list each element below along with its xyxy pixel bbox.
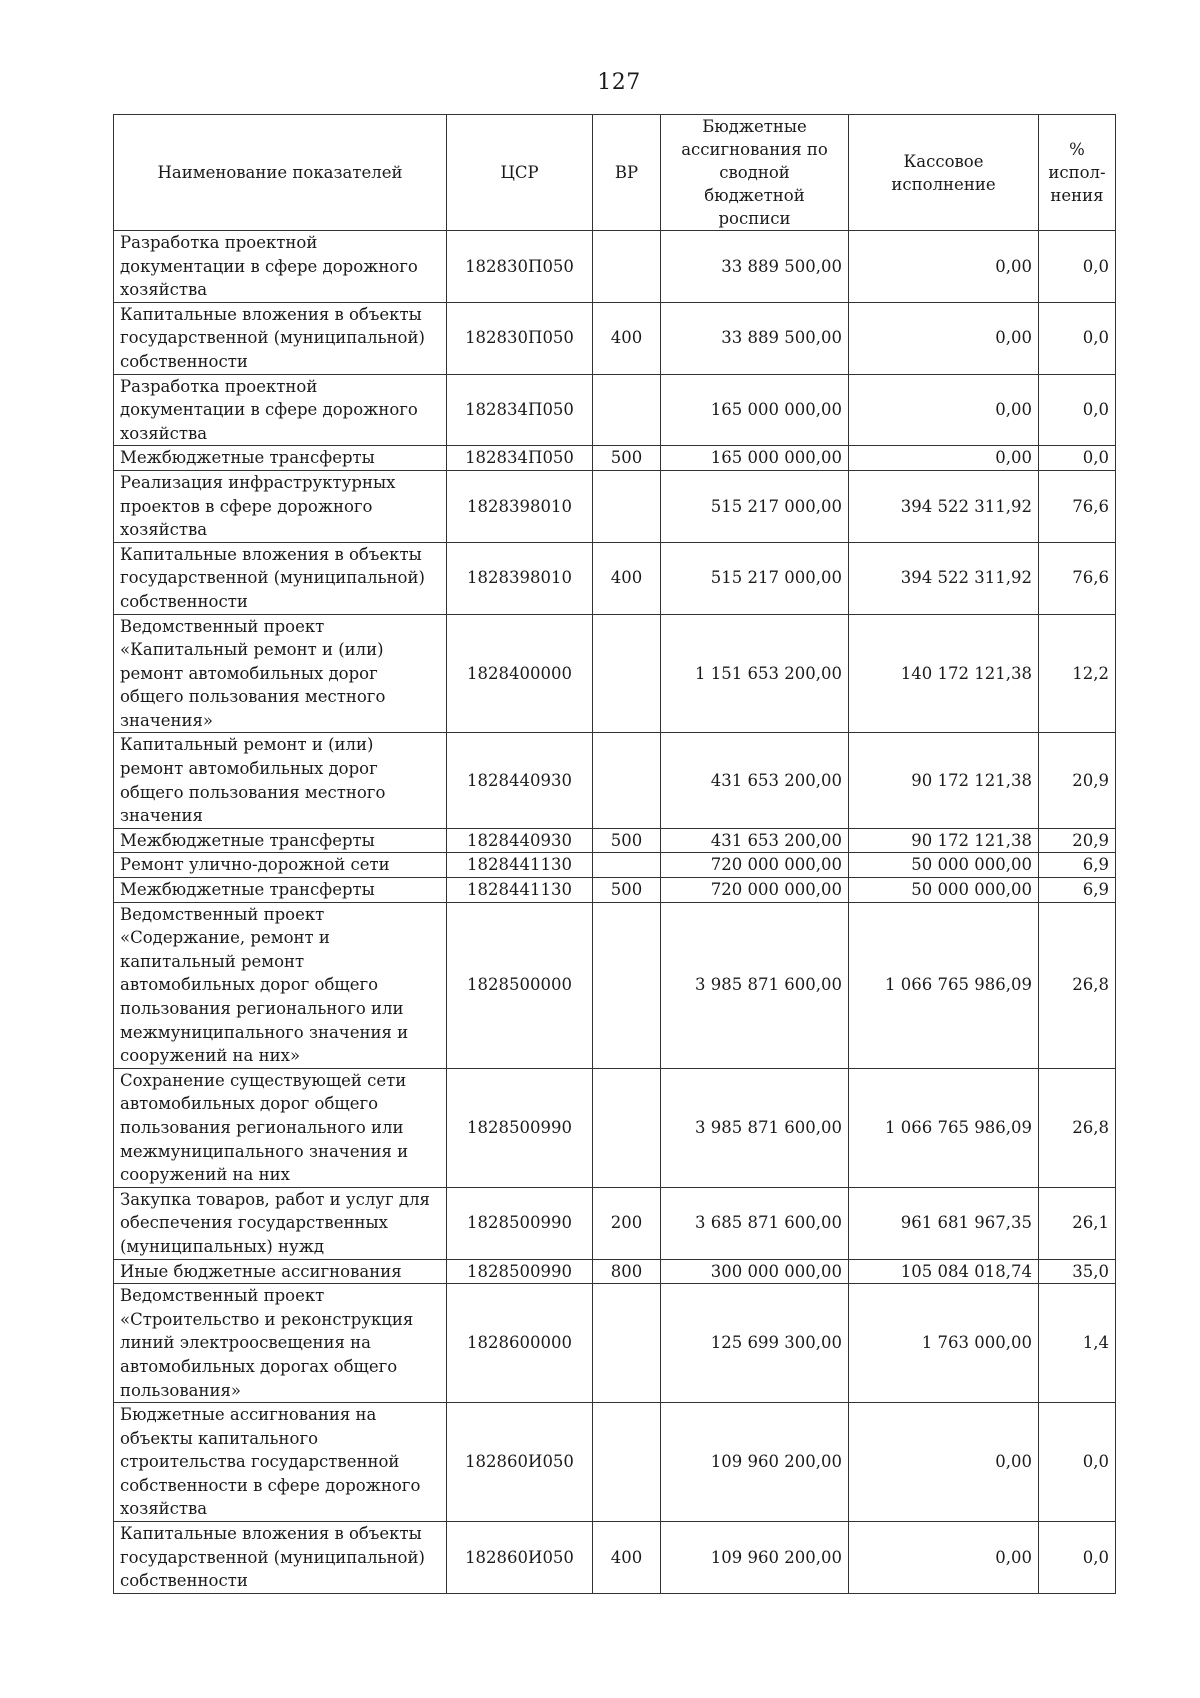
row-percent: 6,9: [1039, 853, 1116, 878]
row-budget: 3 685 871 600,00: [661, 1187, 849, 1259]
row-csr: 1828500990: [447, 1259, 593, 1284]
row-name: [114, 231, 447, 303]
row-name: [114, 1284, 447, 1403]
table-header: [114, 115, 1116, 231]
row-percent: 20,9: [1039, 733, 1116, 828]
row-csr: 182834П050: [447, 374, 593, 446]
table-row: [114, 446, 1116, 471]
table-row: [114, 828, 1116, 853]
row-csr: 1828441130: [447, 878, 593, 903]
row-budget: 33 889 500,00: [661, 302, 849, 374]
row-name-line: пользования»: [120, 1380, 241, 1400]
row-name-line: «Содержание, ремонт и: [120, 928, 330, 948]
row-name-line: Иные бюджетные ассигнования: [120, 1261, 402, 1281]
row-name-line: собственности: [120, 1571, 248, 1591]
row-cash: 1 066 765 986,09: [849, 1068, 1039, 1187]
row-cash: 0,00: [849, 446, 1039, 471]
header-name: Наименование показателей: [114, 115, 447, 231]
row-csr: 1828398010: [447, 542, 593, 614]
row-budget: 720 000 000,00: [661, 878, 849, 903]
row-name-line: собственности в сфере дорожного: [120, 1475, 421, 1495]
row-name-line: значения: [120, 806, 203, 826]
row-percent: 26,1: [1039, 1187, 1116, 1259]
row-cash: 0,00: [849, 302, 1039, 374]
row-csr: 1828398010: [447, 470, 593, 542]
row-name-line: линий электроосвещения на: [120, 1333, 371, 1353]
row-name-line: хозяйства: [120, 423, 208, 443]
table-row: [114, 374, 1116, 446]
row-percent: 26,8: [1039, 902, 1116, 1068]
row-name: [114, 1068, 447, 1187]
row-name: [114, 374, 447, 446]
row-percent: 76,6: [1039, 470, 1116, 542]
row-csr: 1828500990: [447, 1068, 593, 1187]
row-name-line: автомобильных дорог общего: [120, 975, 379, 995]
row-name: [114, 902, 447, 1068]
row-name-line: хозяйства: [120, 1499, 208, 1519]
row-vr: 400: [593, 542, 661, 614]
row-name-line: Ведомственный проект: [120, 1286, 325, 1306]
header-vr: ВР: [593, 115, 661, 231]
row-budget: 3 985 871 600,00: [661, 902, 849, 1068]
row-csr: 182860И050: [447, 1522, 593, 1594]
row-cash: 961 681 967,35: [849, 1187, 1039, 1259]
row-cash: 394 522 311,92: [849, 470, 1039, 542]
row-budget: 3 985 871 600,00: [661, 1068, 849, 1187]
row-name: [114, 1187, 447, 1259]
row-name-line: сооружений на них: [120, 1165, 290, 1185]
row-vr: [593, 374, 661, 446]
header-percent-line: нения: [1050, 186, 1104, 205]
row-name-line: обеспечения государственных: [120, 1213, 388, 1233]
row-budget: 109 960 200,00: [661, 1522, 849, 1594]
row-vr: 500: [593, 446, 661, 471]
header-cash-line: Кассовое: [903, 151, 984, 171]
row-vr: 500: [593, 878, 661, 903]
header-cash: [849, 115, 1039, 231]
row-csr: 1828500990: [447, 1187, 593, 1259]
row-name-line: автомобильных дорог общего: [120, 1094, 379, 1114]
row-cash: 0,00: [849, 231, 1039, 303]
row-csr: 1828440930: [447, 828, 593, 853]
row-percent: 26,8: [1039, 1068, 1116, 1187]
row-percent: 6,9: [1039, 878, 1116, 903]
row-name: [114, 302, 447, 374]
row-name-line: Ведомственный проект: [120, 616, 325, 636]
row-name: [114, 470, 447, 542]
table-row: [114, 902, 1116, 1068]
row-cash: 1 763 000,00: [849, 1284, 1039, 1403]
row-vr: [593, 470, 661, 542]
row-budget: 431 653 200,00: [661, 828, 849, 853]
row-name: [114, 614, 447, 733]
row-name-line: межмуниципального значения и: [120, 1141, 409, 1161]
header-budget-line: бюджетной: [704, 186, 805, 205]
table-row: [114, 1259, 1116, 1284]
header-budget: [661, 115, 849, 231]
row-vr: [593, 1284, 661, 1403]
row-name-line: ремонт автомобильных дорог: [120, 663, 378, 683]
row-budget: 165 000 000,00: [661, 446, 849, 471]
row-percent: 1,4: [1039, 1284, 1116, 1403]
row-name-line: автомобильных дорогах общего: [120, 1356, 398, 1376]
row-name-line: Межбюджетные трансферты: [120, 448, 375, 468]
row-budget: 431 653 200,00: [661, 733, 849, 828]
row-vr: 400: [593, 1522, 661, 1594]
row-name-line: собственности: [120, 591, 248, 611]
row-name: [114, 733, 447, 828]
row-percent: 35,0: [1039, 1259, 1116, 1284]
budget-table: [113, 114, 1116, 1594]
table-row: [114, 733, 1116, 828]
row-name-line: капитальный ремонт: [120, 951, 305, 971]
row-percent: 0,0: [1039, 446, 1116, 471]
row-cash: 90 172 121,38: [849, 828, 1039, 853]
row-budget: 109 960 200,00: [661, 1403, 849, 1522]
header-budget-line: ассигнования по: [681, 140, 828, 159]
row-name: [114, 853, 447, 878]
row-vr: [593, 614, 661, 733]
row-name-line: Закупка товаров, работ и услуг для: [120, 1189, 430, 1209]
table-row: [114, 1403, 1116, 1522]
row-budget: 1 151 653 200,00: [661, 614, 849, 733]
row-cash: 105 084 018,74: [849, 1259, 1039, 1284]
row-cash: 394 522 311,92: [849, 542, 1039, 614]
row-name-line: Межбюджетные трансферты: [120, 830, 375, 850]
row-percent: 0,0: [1039, 302, 1116, 374]
row-name-line: Капитальные вложения в объекты: [120, 544, 422, 564]
row-cash: 140 172 121,38: [849, 614, 1039, 733]
row-percent: 0,0: [1039, 374, 1116, 446]
row-csr: 182830П050: [447, 231, 593, 303]
table-row: [114, 1068, 1116, 1187]
row-name-line: собственности: [120, 351, 248, 371]
row-budget: 125 699 300,00: [661, 1284, 849, 1403]
row-percent: 20,9: [1039, 828, 1116, 853]
row-name-line: «Капитальный ремонт и (или): [120, 640, 384, 660]
row-name-line: ремонт автомобильных дорог: [120, 759, 378, 779]
row-csr: 1828500000: [447, 902, 593, 1068]
row-csr: 182834П050: [447, 446, 593, 471]
table-row: [114, 1284, 1116, 1403]
row-percent: 0,0: [1039, 1403, 1116, 1522]
row-name-line: межмуниципального значения и: [120, 1022, 409, 1042]
table-row: [114, 878, 1116, 903]
row-name-line: государственной (муниципальной): [120, 568, 425, 588]
row-name-line: Разработка проектной: [120, 376, 318, 396]
row-name-line: сооружений на них»: [120, 1046, 301, 1066]
row-percent: 12,2: [1039, 614, 1116, 733]
row-name: [114, 1259, 447, 1284]
row-name-line: значения»: [120, 710, 214, 730]
row-cash: 0,00: [849, 1522, 1039, 1594]
header-percent: [1039, 115, 1116, 231]
row-vr: 400: [593, 302, 661, 374]
row-name: [114, 828, 447, 853]
table-row: [114, 614, 1116, 733]
row-budget: 515 217 000,00: [661, 470, 849, 542]
row-budget: 300 000 000,00: [661, 1259, 849, 1284]
table-body: [114, 231, 1116, 1594]
header-percent-line: испол-: [1048, 163, 1106, 182]
row-csr: 182860И050: [447, 1403, 593, 1522]
header-budget-line: Бюджетные: [702, 117, 807, 136]
row-vr: [593, 1068, 661, 1187]
row-cash: 50 000 000,00: [849, 878, 1039, 903]
table-row: [114, 542, 1116, 614]
row-csr: 1828400000: [447, 614, 593, 733]
header-csr: ЦСР: [447, 115, 593, 231]
row-vr: 200: [593, 1187, 661, 1259]
row-name: [114, 446, 447, 471]
header-budget-line: сводной: [719, 163, 790, 182]
row-name-line: документации в сфере дорожного: [120, 256, 418, 276]
row-name-line: государственной (муниципальной): [120, 328, 425, 348]
row-cash: 50 000 000,00: [849, 853, 1039, 878]
row-csr: 1828600000: [447, 1284, 593, 1403]
row-name-line: Бюджетные ассигнования на: [120, 1405, 377, 1425]
row-name-line: хозяйства: [120, 520, 208, 540]
row-name-line: Реализация инфраструктурных: [120, 472, 396, 492]
table-row: [114, 1187, 1116, 1259]
page-number: 127: [597, 70, 641, 95]
row-percent: 0,0: [1039, 1522, 1116, 1594]
header-cash-line: исполнение: [891, 174, 996, 194]
row-name-line: пользования регионального или: [120, 1117, 404, 1137]
row-csr: 182830П050: [447, 302, 593, 374]
row-cash: 0,00: [849, 1403, 1039, 1522]
row-name-line: «Строительство и реконструкция: [120, 1309, 414, 1329]
row-vr: 800: [593, 1259, 661, 1284]
row-budget: 33 889 500,00: [661, 231, 849, 303]
row-budget: 720 000 000,00: [661, 853, 849, 878]
row-csr: 1828440930: [447, 733, 593, 828]
row-name-line: Капитальные вложения в объекты: [120, 304, 422, 324]
header-row: [114, 115, 1116, 231]
row-name-line: строительства государственной: [120, 1452, 400, 1472]
row-name: [114, 542, 447, 614]
table-row: [114, 302, 1116, 374]
row-name-line: Межбюджетные трансферты: [120, 880, 375, 900]
row-name-line: объекты капитального: [120, 1428, 319, 1448]
row-name-line: государственной (муниципальной): [120, 1547, 425, 1567]
row-vr: [593, 1403, 661, 1522]
row-name-line: (муниципальных) нужд: [120, 1236, 325, 1256]
row-name-line: Ремонт улично-дорожной сети: [120, 855, 390, 875]
header-percent-line: %: [1069, 140, 1085, 159]
row-cash: 1 066 765 986,09: [849, 902, 1039, 1068]
row-csr: 1828441130: [447, 853, 593, 878]
table-row: [114, 470, 1116, 542]
row-vr: 500: [593, 828, 661, 853]
row-name-line: документации в сфере дорожного: [120, 400, 418, 420]
row-vr: [593, 231, 661, 303]
row-cash: 0,00: [849, 374, 1039, 446]
row-name-line: Капитальный ремонт и (или): [120, 735, 374, 755]
row-percent: 76,6: [1039, 542, 1116, 614]
row-cash: 90 172 121,38: [849, 733, 1039, 828]
row-name: [114, 1522, 447, 1594]
row-name-line: Разработка проектной: [120, 233, 318, 252]
row-name-line: общего пользования местного: [120, 687, 386, 707]
row-budget: 165 000 000,00: [661, 374, 849, 446]
row-name-line: проектов в сфере дорожного: [120, 496, 373, 516]
row-budget: 515 217 000,00: [661, 542, 849, 614]
row-vr: [593, 733, 661, 828]
row-vr: [593, 902, 661, 1068]
row-name: [114, 878, 447, 903]
row-name-line: Капитальные вложения в объекты: [120, 1524, 422, 1544]
row-name-line: хозяйства: [120, 280, 208, 300]
row-name-line: Ведомственный проект: [120, 904, 325, 924]
header-budget-line: росписи: [718, 209, 791, 228]
table-row: [114, 853, 1116, 878]
row-name-line: пользования регионального или: [120, 999, 404, 1018]
row-vr: [593, 853, 661, 878]
row-percent: 0,0: [1039, 231, 1116, 303]
table-row: [114, 1522, 1116, 1594]
row-name-line: Сохранение существующей сети: [120, 1070, 407, 1090]
row-name: [114, 1403, 447, 1522]
table-row: [114, 231, 1116, 303]
row-name-line: общего пользования местного: [120, 782, 386, 802]
